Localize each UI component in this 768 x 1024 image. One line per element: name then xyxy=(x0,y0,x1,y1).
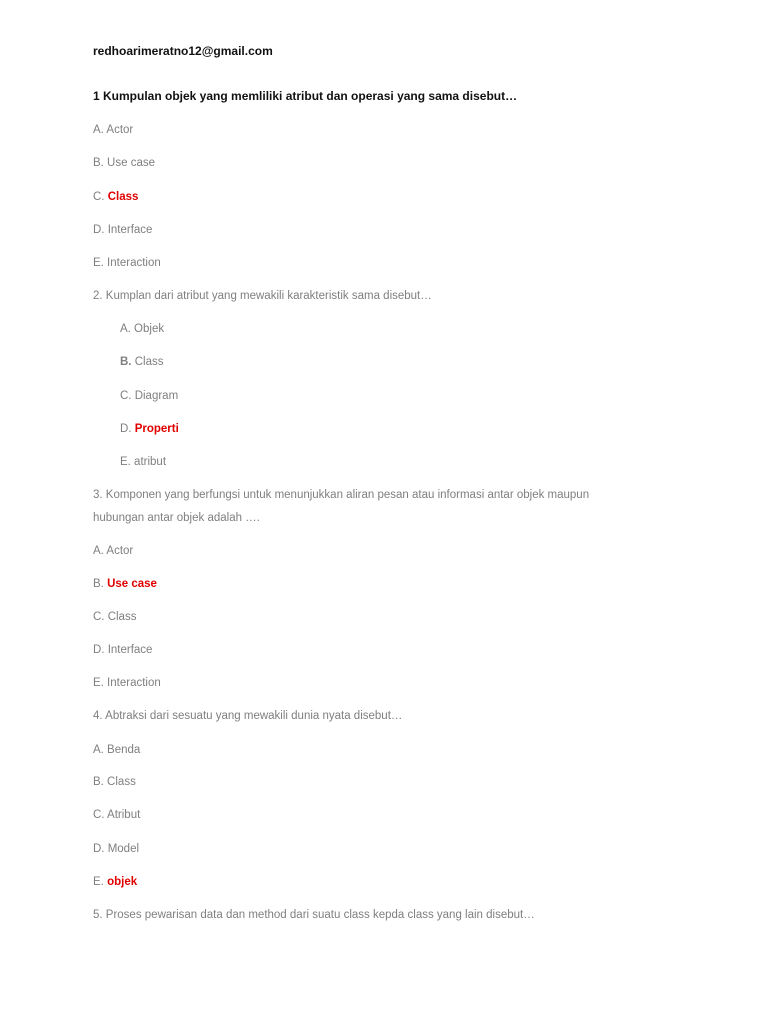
q2-option-d xyxy=(120,422,179,436)
question-3-text-line-2: hubungan antar objek adalah …. xyxy=(93,512,260,524)
q3-option-a: A. Actor xyxy=(93,545,134,557)
q4-answer-highlight: objek xyxy=(107,876,138,888)
q1-option-b: B. Use case xyxy=(93,157,155,169)
q2-option-c: C. Diagram xyxy=(120,390,179,402)
q3-option-b xyxy=(93,577,157,591)
q1-option-c-prefix: C. xyxy=(93,191,105,203)
question-1-text: 1 Kumpulan objek yang memliliki atribut dan operasi yang sama disebut… xyxy=(93,89,518,103)
q4-option-a: A. Benda xyxy=(93,744,141,756)
q2-option-b-text: Class xyxy=(134,356,164,368)
q3-option-c: C. Class xyxy=(93,611,137,623)
q2-option-a: A. Objek xyxy=(120,323,165,335)
q2-option-b-prefix: B. xyxy=(120,356,132,368)
q2-option-d-prefix: D. xyxy=(120,423,132,435)
q3-option-b-prefix: B. xyxy=(93,578,104,590)
question-2-text: 2. Kumplan dari atribut yang mewakili karakteristik sama disebut… xyxy=(93,290,432,302)
q1-option-e: E. Interaction xyxy=(93,257,161,269)
q1-option-d: D. Interface xyxy=(93,224,153,236)
q1-option-a: A. Actor xyxy=(93,124,134,136)
q3-option-e: E. Interaction xyxy=(93,677,161,689)
q2-option-e: E. atribut xyxy=(120,456,167,468)
question-5-text: 5. Proses pewarisan data dan method dari suatu class kepda class yang lain disebut… xyxy=(93,909,535,921)
question-4-text: 4. Abtraksi dari sesuatu yang mewakili dunia nyata disebut… xyxy=(93,710,403,722)
q3-option-d: D. Interface xyxy=(93,644,153,656)
question-3-text-line-1: 3. Komponen yang berfungsi untuk menunjukkan aliran pesan atau informasi antar objek maupun xyxy=(93,489,590,501)
author-email: redhoarimeratno12@gmail.com xyxy=(93,44,273,58)
q1-answer-highlight: Class xyxy=(107,191,139,203)
q4-option-b: B. Class xyxy=(93,776,136,788)
q3-answer-highlight: Use case xyxy=(107,578,157,590)
q4-option-d: D. Model xyxy=(93,843,140,855)
q1-option-c xyxy=(93,190,138,204)
q4-option-e-prefix: E. xyxy=(93,876,104,888)
q2-answer-highlight: Properti xyxy=(134,423,179,435)
q4-option-c: C. Atribut xyxy=(93,809,141,821)
q2-option-b xyxy=(120,355,163,369)
q4-option-e xyxy=(93,875,137,889)
